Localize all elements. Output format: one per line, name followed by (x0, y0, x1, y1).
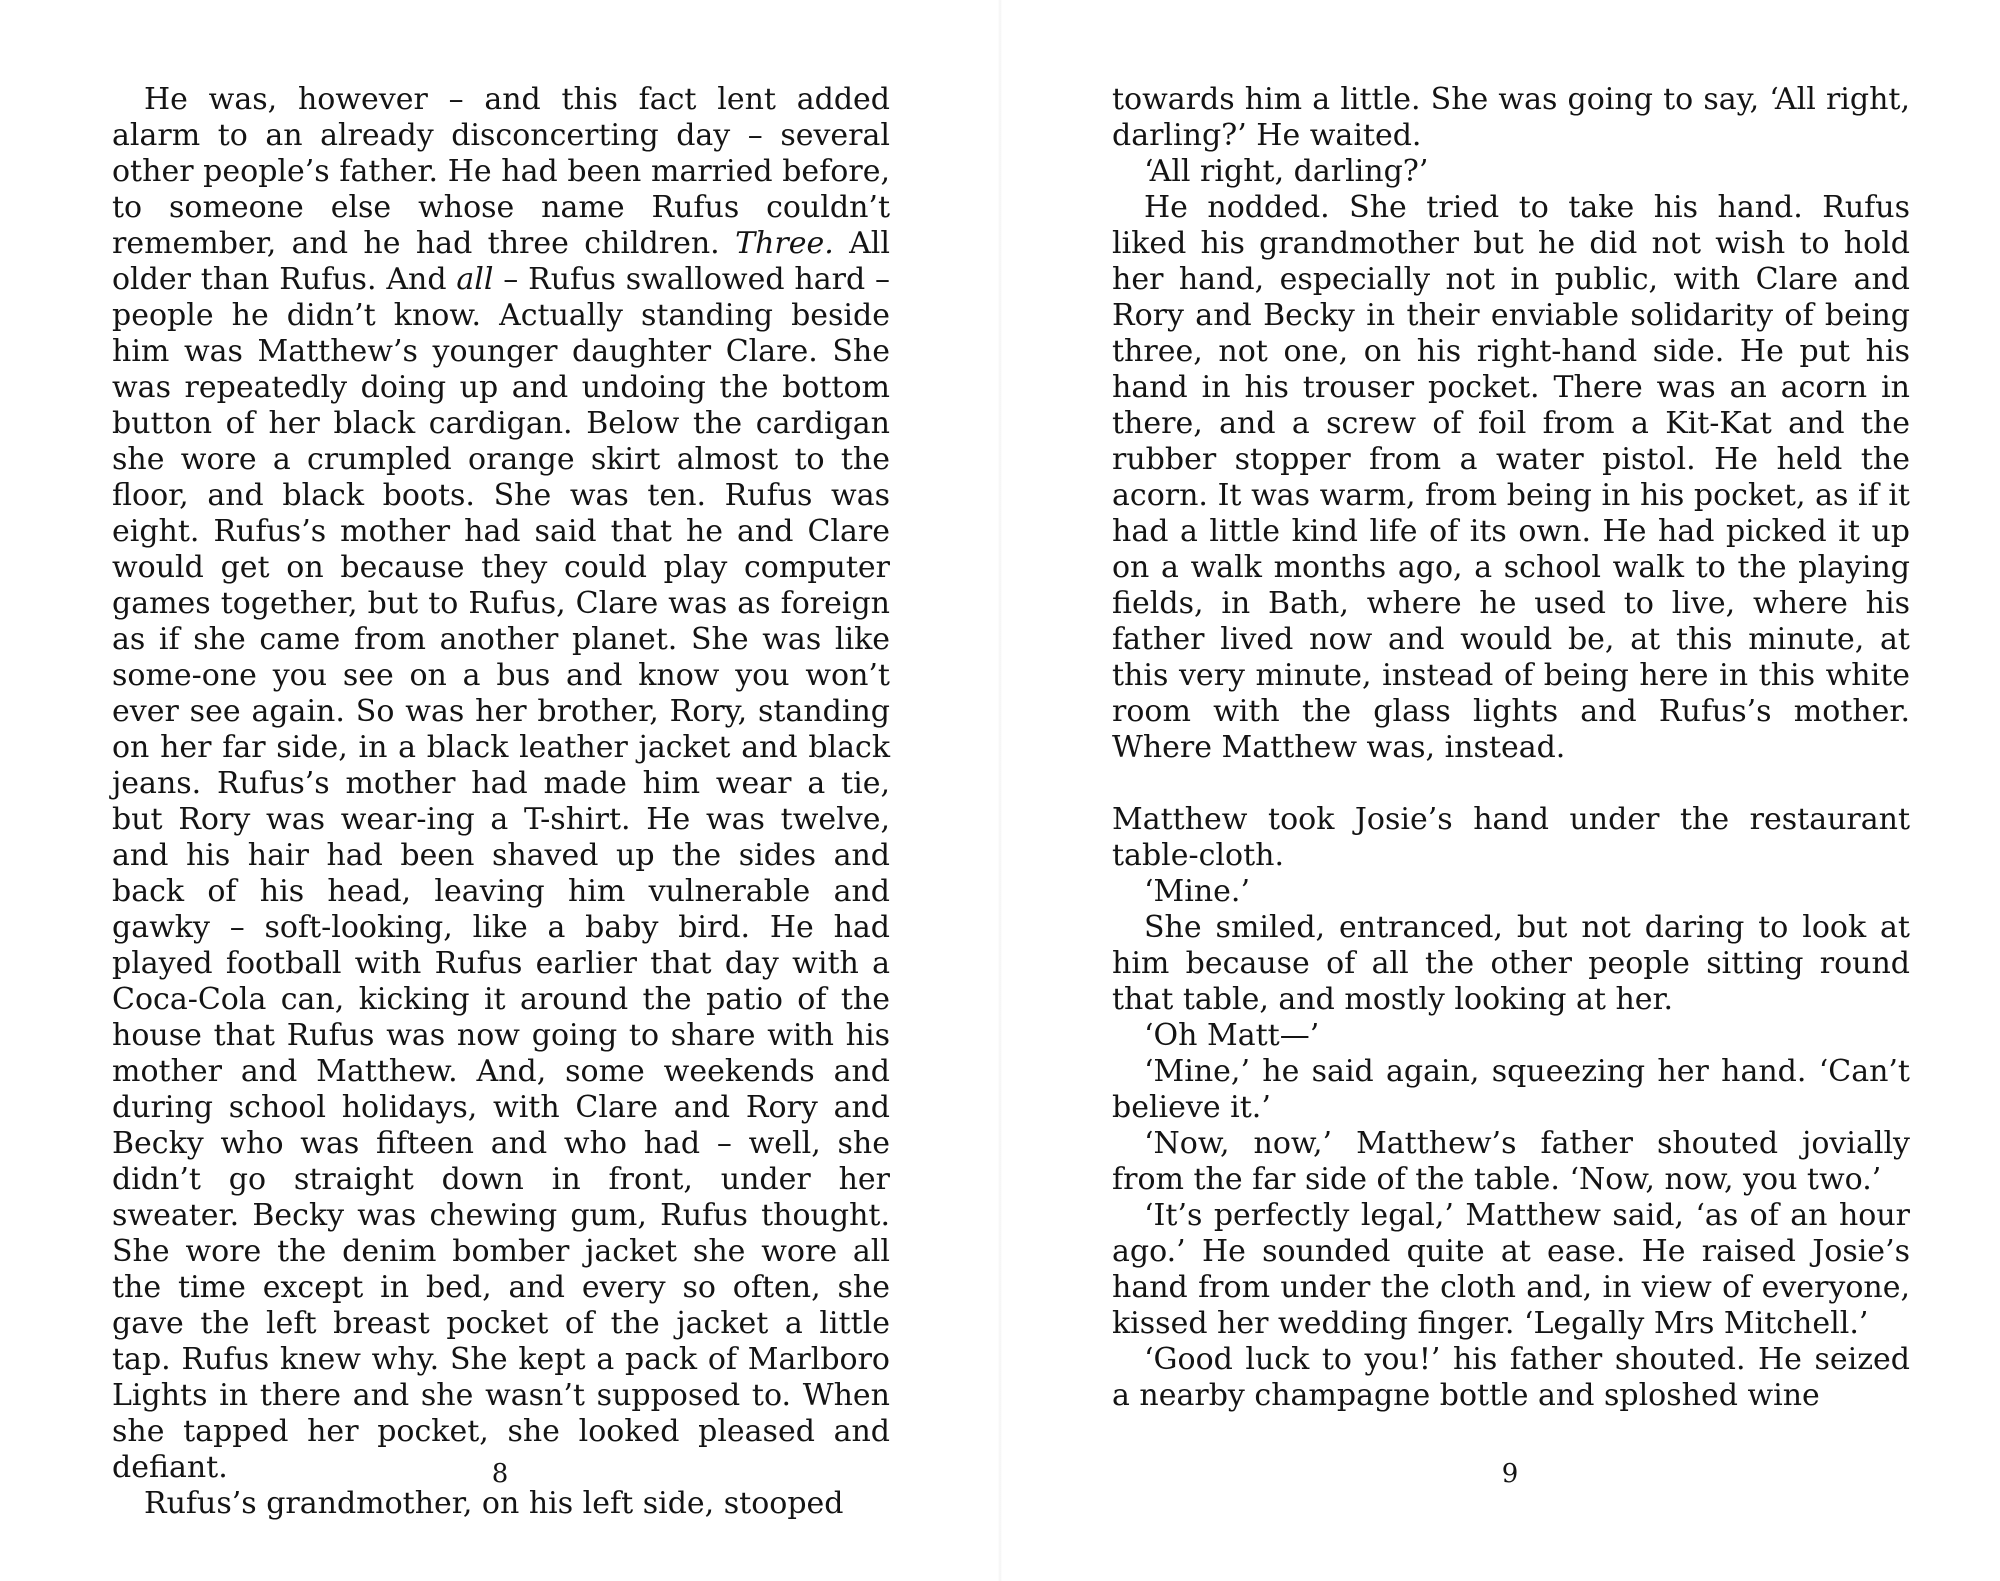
paragraph-text: ‘Now, now,’ Matthew’s father shouted jovially from the far side of the table. ‘Now, now, you two.’ (1112, 1126, 1910, 1197)
paragraph-text: towards him a little. She was going to say, ‘All right, darling?’ He waited. (1112, 82, 1910, 153)
paragraph-text: ‘Mine.’ (1144, 874, 1250, 909)
right-page (1000, 0, 2000, 1581)
paragraph (1112, 1342, 1910, 1414)
paragraph-text: ‘Oh Matt—’ (1144, 1018, 1320, 1053)
paragraph (112, 82, 890, 1486)
paragraph (1112, 910, 1910, 1018)
paragraph-text: Rufus’s grandmother, on his left side, stooped (144, 1486, 844, 1521)
paragraph-text: She smiled, entranced, but not daring to look at him because of all the other people sitting round that table, and mostly looking at her. (1112, 910, 1910, 1017)
paragraph (1112, 1126, 1910, 1198)
right-page-text (1112, 82, 1910, 1414)
paragraph (1112, 154, 1910, 190)
paragraph-text: Matthew took Josie’s hand under the restaurant table-cloth. (1112, 802, 1910, 873)
paragraph (1112, 874, 1910, 910)
page-number-left: 8 (491, 1459, 509, 1489)
paragraph-text: ‘It’s perfectly legal,’ Matthew said, ‘as of an hour ago.’ He sounded quite at ease. He raised Josie’s hand from under the cloth and, in view of everyone, kissed her wedding finger. ‘Legally Mrs Mitchell.’ (1112, 1198, 1910, 1341)
paragraph-text: ‘Mine,’ he said again, squeezing her hand. ‘Can’t believe it.’ (1112, 1054, 1910, 1125)
paragraph (1112, 1054, 1910, 1126)
paragraph (1112, 1198, 1910, 1342)
paragraph-text: He nodded. She tried to take his hand. Rufus liked his grandmother but he did not wish to hold her hand, especially not in public, with Clare and Rory and Becky in their enviable solidarity of being three, not one, on his right-hand side. He put his hand in his trouser pocket. There was an acorn in there, and a screw of foil from a Kit-Kat and the rubber stopper from a water pistol. He held the acorn. It was warm, from being in his pocket, as if it had a little kind life of its own. He had picked it up on a walk months ago, a school walk to the playing fields, in Bath, where he used to live, where his father lived now and would be, at this minute, at this very minute, instead of being here in this white room with the glass lights and Rufus’s mother. Where Matthew was, instead. (1112, 190, 1910, 765)
paragraph (112, 1486, 890, 1522)
italic-text: Three. (735, 226, 834, 261)
paragraph (1112, 190, 1910, 766)
page-number-right: 9 (1501, 1459, 1519, 1489)
paragraph (1112, 1018, 1910, 1054)
left-page-text (112, 82, 890, 1522)
paragraph-text: He was, however – and this fact lent added alarm to an already disconcerting day – several other people’s father. He had been married before, to someone else whose name Rufus couldn’t remember, and he had three children. (112, 82, 890, 261)
paragraph-text: ‘All right, darling?’ (1144, 154, 1429, 189)
paragraph (1112, 802, 1910, 874)
paragraph-text: – Rufus swallowed hard – people he didn’t know. Actually standing beside him was Matthew’s younger daughter Clare. She was repeatedly doing up and undoing the bottom button of her black cardigan. Below the cardigan she wore a crumpled orange skirt almost to the floor, and black boots. She was ten. Rufus was eight. Rufus’s mother had said that he and Clare would get on because they could play computer games together, but to Rufus, Clare was as foreign as if she came from another planet. She was like some-one you see on a bus and know you won’t ever see again. So was her brother, Rory, standing on her far side, in a black leather jacket and black jeans. Rufus’s mother had made him wear a tie, but Rory was wear-ing a T-shirt. He was twelve, and his hair had been shaved up the sides and back of his head, leaving him vulnerable and gawky – soft-looking, like a baby bird. He had played football with Rufus earlier that day with a Coca-Cola can, kicking it around the patio of the house that Rufus was now going to share with his mother and Matthew. And, some weekends and during school holidays, with Clare and Rory and Becky who was fifteen and who had – well, she didn’t go straight down in front, under her sweater. Becky was chewing gum, Rufus thought. She wore the denim bomber jacket she wore all the time except in bed, and every so often, she gave the left breast pocket of the jacket a little tap. Rufus knew why. She kept a pack of Marlboro Lights in there and she wasn’t supposed to. When she tapped her pocket, she looked pleased and defiant. (112, 262, 890, 1485)
italic-text: all (456, 262, 494, 297)
paragraph (1112, 82, 1910, 154)
paragraph-text: All older than Rufus. And (112, 226, 890, 297)
paragraph-text: ‘Good luck to you!’ his father shouted. He seized a nearby champagne bottle and sploshed wine (1112, 1342, 1910, 1413)
